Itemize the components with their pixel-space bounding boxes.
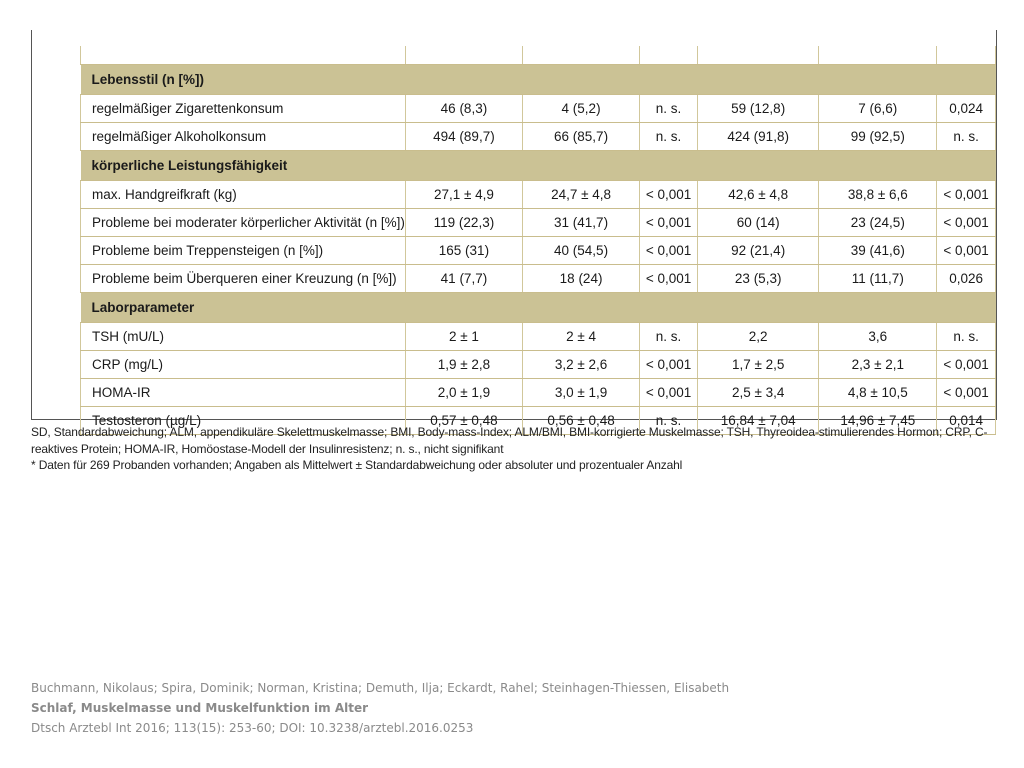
row-label: Probleme beim Überqueren einer Kreuzung (n [%]) [81,265,406,293]
table-cell: < 0,001 [640,265,698,293]
table-cell: 92 (21,4) [697,237,818,265]
table-cell: 0,57 ± 0,48 [405,407,522,435]
table-cell: 23 (24,5) [819,209,937,237]
table-cell: 41 (7,7) [405,265,522,293]
table-cell [640,46,698,65]
table-row [81,265,996,293]
table-cell: 4 (5,2) [523,95,640,123]
table-cell: 66 (85,7) [523,123,640,151]
table-row [81,237,996,265]
table-row [81,123,996,151]
table-cell: 38,8 ± 6,6 [819,181,937,209]
table-cell [819,46,937,65]
citation-source: Dtsch Arztebl Int 2016; 113(15): 253-60; DOI: 10.3238/arztebl.2016.0253 [31,721,474,735]
table-cell: n. s. [640,407,698,435]
table-cell: 165 (31) [405,237,522,265]
data-note: * Daten für 269 Probanden vorhanden; Angaben als Mittelwert ± Standardabweichung oder absoluter und prozentualer Anzahl [31,458,683,472]
table-cell: < 0,001 [937,379,996,407]
table-row [81,181,996,209]
table-cell: 1,9 ± 2,8 [405,351,522,379]
table-row [81,379,996,407]
table-cell: 23 (5,3) [697,265,818,293]
table-row-cut [81,46,996,65]
table-cell: 2,5 ± 3,4 [697,379,818,407]
table-cell: 2 ± 4 [523,323,640,351]
table-cell: 3,2 ± 2,6 [523,351,640,379]
table-cell: < 0,001 [640,237,698,265]
table-cell: 0,56 ± 0,48 [523,407,640,435]
abbreviations-note: SD, Standardabweichung; ALM, appendikuläre Skelettmuskelmasse; BMI, Body-mass-Index; ALM/BMI, BMI-korrigierte Muskelmasse; TSH, Thyreoidea-stimulierendes Hormon; CRP, C-reaktives Protein; HOMA-IR, Homöostase-Modell der Insulinresistenz; n. s., nicht signifikant [31,425,988,456]
table-cell: 39 (41,6) [819,237,937,265]
table-cell: < 0,001 [640,181,698,209]
table-cell: 11 (11,7) [819,265,937,293]
table-cell: 60 (14) [697,209,818,237]
row-label: Probleme bei moderater körperlicher Aktivität (n [%]) [81,209,406,237]
table-cell: < 0,001 [937,351,996,379]
table-cell [405,46,522,65]
table-cell: 0,026 [937,265,996,293]
table-cell: 59 (12,8) [697,95,818,123]
table-cell: n. s. [937,323,996,351]
citation [31,678,729,738]
table-row [81,209,996,237]
table-cell: n. s. [937,123,996,151]
section-title: körperliche Leistungsfähigkeit [81,151,996,181]
table-row [81,323,996,351]
table-cell: 0,024 [937,95,996,123]
row-label: CRP (mg/L) [81,351,406,379]
table-cell: 99 (92,5) [819,123,937,151]
table-cell: 7 (6,6) [819,95,937,123]
section-header-row [81,293,996,323]
table-cell: 24,7 ± 4,8 [523,181,640,209]
table-cell: < 0,001 [640,351,698,379]
citation-authors: Buchmann, Nikolaus; Spira, Dominik; Norman, Kristina; Demuth, Ilja; Eckardt, Rahel; Steinhagen-Thiessen, Elisabeth [31,681,730,695]
table-cell: 1,7 ± 2,5 [697,351,818,379]
table-cell: 16,84 ± 7,04 [697,407,818,435]
table-cell: 14,96 ± 7,45 [819,407,937,435]
row-label: regelmäßiger Alkoholkonsum [81,123,406,151]
table-row [81,351,996,379]
table-cell: 494 (89,7) [405,123,522,151]
table-cell: 27,1 ± 4,9 [405,181,522,209]
citation-title: Schlaf, Muskelmasse und Muskelfunktion im Alter [31,701,369,715]
row-label: Testosteron (µg/L) [81,407,406,435]
table-cell [937,46,996,65]
table-cell: 40 (54,5) [523,237,640,265]
row-label: HOMA-IR [81,379,406,407]
table-cell: < 0,001 [937,237,996,265]
table-cell: < 0,001 [937,181,996,209]
table-cell: < 0,001 [640,209,698,237]
row-label: Probleme beim Treppensteigen (n [%]) [81,237,406,265]
table-cell: 2,2 [697,323,818,351]
table-cell: 46 (8,3) [405,95,522,123]
table-frame [31,30,997,428]
table-cell: 3,0 ± 1,9 [523,379,640,407]
row-label: TSH (mU/L) [81,323,406,351]
data-table [80,46,996,435]
table-cell: n. s. [640,323,698,351]
table-cell: < 0,001 [937,209,996,237]
table-cell: n. s. [640,95,698,123]
table-cell: 424 (91,8) [697,123,818,151]
table-cell: 2,0 ± 1,9 [405,379,522,407]
table-cell: 0,014 [937,407,996,435]
section-header-row [81,65,996,95]
table-cell: < 0,001 [640,379,698,407]
table-cell: 4,8 ± 10,5 [819,379,937,407]
section-header-row [81,151,996,181]
table-cell: 2,3 ± 2,1 [819,351,937,379]
table-cell: 2 ± 1 [405,323,522,351]
table-cell [81,46,406,65]
row-label: max. Handgreifkraft (kg) [81,181,406,209]
table-cell: 42,6 ± 4,8 [697,181,818,209]
table-footnotes [31,424,1001,474]
section-title: Laborparameter [81,293,996,323]
section-title: Lebensstil (n [%]) [81,65,996,95]
table-row [81,95,996,123]
table-cell [523,46,640,65]
table-cell: 119 (22,3) [405,209,522,237]
table-cell: 3,6 [819,323,937,351]
table-cell: 18 (24) [523,265,640,293]
table-cell: 31 (41,7) [523,209,640,237]
table-cell [697,46,818,65]
table-cell: n. s. [640,123,698,151]
row-label: regelmäßiger Zigarettenkonsum [81,95,406,123]
